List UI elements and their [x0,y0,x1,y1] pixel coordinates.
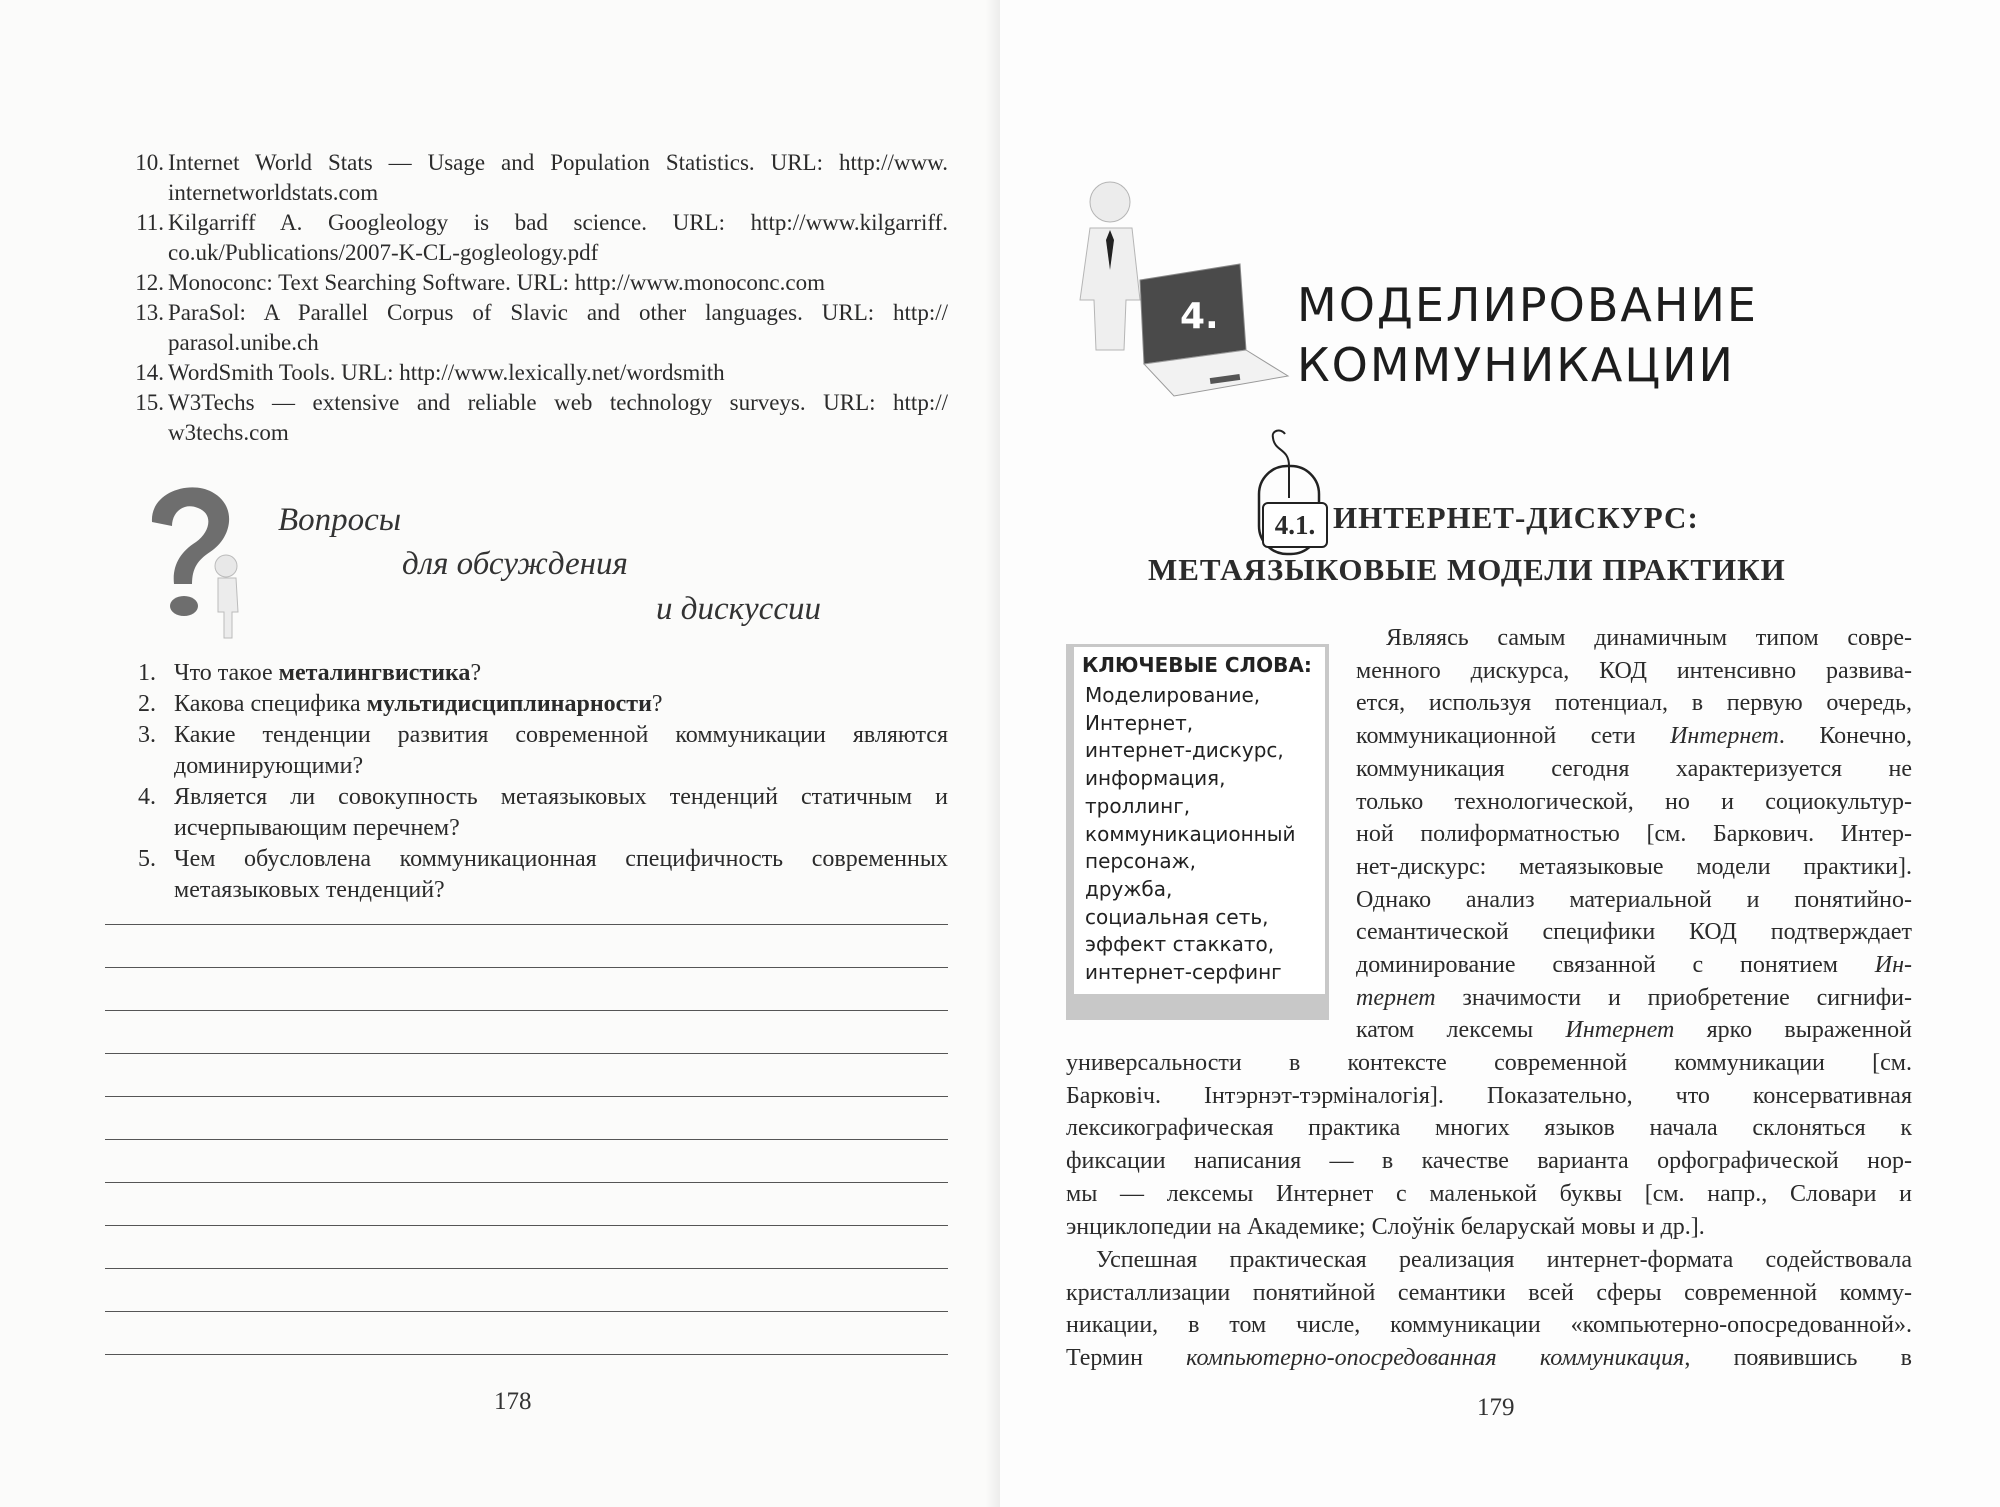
chapter-title-line1: МОДЕЛИРОВАНИЕ [1297,278,1758,332]
text-line: нет-дискурс: метаязыковые модели практики]. [1356,853,1912,880]
section-title-line1: ИНТЕРНЕТ-ДИСКУРС: [1333,500,1699,535]
question-text: Является ли совокупность метаязыковых тенденций статичным и исчерпывающим перечнем? [174,784,948,841]
reference-number: 15. [135,390,164,415]
text-line: энциклопедии на Академике; Слоўнік беларускай мовы и др.]. [1066,1213,1705,1240]
text-line: универсальности в контексте современной коммуникации [см. [1066,1050,1912,1076]
answer-line [105,1096,948,1097]
keyword: Интернет, [1085,710,1194,735]
text-line [1066,1342,1912,1375]
reference-number: 12. [135,270,164,295]
keyword: интернет-серфинг [1085,960,1282,985]
reference-item [128,208,948,268]
text-line [1356,1014,1912,1047]
text-line: никации, в том числе, коммуникации «компьютерно-опосредованной». [1066,1312,1912,1339]
keywords-list [1085,682,1330,987]
reference-item [128,268,948,298]
chapter-badge: 4. [1180,296,1219,337]
italic-term: Ин- [1874,952,1912,979]
italic-term: Интернет [1670,723,1779,750]
text-line [1356,982,1912,1015]
reference-text: WordSmith Tools. URL: http://www.lexically.net/wordsmith [168,360,725,385]
text-line: Являясь самым динамичным типом совре- [1386,625,1912,651]
paragraph-1-wrapped [1356,622,1912,1047]
section-number: 4.1. [1262,502,1328,548]
text-line: Однако анализ материальной и понятийно- [1356,886,1912,913]
question-term: мультидисциплинарности [366,691,652,717]
text-line: коммуникация сегодня характеризуется не [1356,755,1912,782]
keyword: троллинг, [1085,793,1191,818]
answer-line [105,1139,948,1140]
italic-term: Интернет [1565,1017,1675,1044]
question-mark-figure-icon [140,482,250,642]
keywords-panel [1074,647,1325,994]
answer-line [105,1311,948,1312]
page-number-left: 178 [494,1388,532,1415]
keyword: эффект стаккато, [1085,932,1275,957]
reference-list [128,148,948,448]
keyword: интернет-дискурс, [1085,738,1284,763]
paragraph-2 [1066,1244,1912,1375]
question-text: Какие тенденции развития современной коммуникации являются доминирующими? [174,722,948,779]
reference-text: Kilgarriff A. Googleology is bad science. URL: http://www.kilgarriff. co.uk/Publications/2007-K-CL-gogleology.pdf [168,210,948,265]
question-number: 2. [138,691,156,717]
question-term: металингвистика [278,660,471,686]
questions-heading-line3: и дискуссии [656,591,821,627]
text-run: ярко выраженной [1674,1017,1912,1044]
italic-term: тернет [1356,984,1436,1011]
reference-text: W3Techs — extensive and reliable web technology surveys. URL: http:// w3techs.com [168,390,948,445]
questions-heading-line1: Вопросы [278,502,402,538]
keyword: дружба, [1085,876,1173,901]
keyword: информация, [1085,766,1226,791]
reference-text: Monoconc: Text Searching Software. URL: http://www.monoconc.com [168,270,825,295]
reference-item [128,148,948,208]
keyword: социальная сеть, [1085,904,1269,929]
text-line: ется, используя потенциал, в первую очередь, [1356,690,1912,717]
text-line: семантической специфики КОД подтверждает [1356,919,1912,946]
question-item [138,720,948,782]
reference-number: 13. [135,300,164,325]
text-run: значимости и приобретение сигнифи- [1435,984,1912,1011]
reference-number: 10. [135,150,164,175]
keyword: коммуникационный [1085,821,1296,846]
page-number-right: 179 [1477,1394,1515,1421]
keyword: персонаж, [1085,849,1197,874]
answer-line [105,1354,948,1355]
reference-item [128,298,948,358]
text-run: , появившись в [1684,1345,1912,1372]
question-item [138,689,948,720]
keywords-box [1066,644,1329,1020]
keywords-heading: КЛЮЧЕВЫЕ СЛОВА: [1082,653,1312,677]
text-line: мы — лексемы Интернет с маленькой буквы [см. напр., Словари и [1066,1180,1912,1207]
answer-line [105,1182,948,1183]
questions-list [138,658,948,906]
text-line: только технологической, но и социокультур- [1356,788,1912,815]
text-run: Термин [1066,1345,1187,1372]
reference-number: 11. [136,210,164,235]
answer-line [105,1010,948,1011]
question-item [138,782,948,844]
reference-number: 14. [135,360,164,385]
text-line: лексикографическая практика многих языков начала склоняться к [1066,1115,1912,1142]
question-text: Что такое [174,660,279,686]
answer-line [105,1053,948,1054]
question-text: Какова специфика [174,691,367,717]
question-punct: ? [651,691,663,717]
text-line: менного дискурса, КОД интенсивно развива- [1356,657,1912,684]
questions-heading-line2: для обсуждения [402,546,628,582]
answer-line [105,1225,948,1226]
question-number: 4. [138,784,156,810]
text-line [1356,720,1912,753]
text-line: ной полиформатностью [см. Баркович. Интер- [1356,821,1912,848]
question-text: Чем обусловлена коммуникационная специфичность современных метаязыковых тенденций? [174,846,948,903]
reference-item [128,358,948,388]
text-line: фиксации написания — в качестве варианта орфографической нор- [1066,1148,1912,1175]
text-line: Барковіч. Інтэрнэт-тэрміналогія]. Показательно, что консервативная [1066,1082,1912,1109]
reference-text: Internet World Stats — Usage and Population Statistics. URL: http://www. internetworldstats.com [168,150,948,205]
reference-text: ParaSol: A Parallel Corpus of Slavic and other languages. URL: http:// parasol.unibe.ch [168,300,948,355]
question-number: 3. [138,722,156,748]
text-line: Успешная практическая реализация интернет-формата содействовала [1096,1247,1912,1273]
text-line [1356,949,1912,982]
italic-term: компьютерно-опосредованная коммуникация [1186,1345,1685,1372]
question-item [138,844,948,906]
paragraph-1-full [1066,1047,1912,1243]
text-run: доминирование связанной с понятием [1356,952,1875,979]
question-item [138,658,948,689]
answer-line [105,1268,948,1269]
text-line: кристаллизации понятийной семантики всей сферы современной комму- [1066,1279,1912,1306]
question-number: 5. [138,846,156,872]
keyword: Моделирование, [1085,683,1261,707]
question-punct: ? [470,660,482,686]
answer-line [105,967,948,968]
reference-item [128,388,948,448]
text-run: коммуникационной сети [1356,723,1671,750]
chapter-title [1297,275,1857,395]
text-run: катом лексемы [1356,1017,1566,1044]
chapter-title-line2: КОММУНИКАЦИИ [1297,338,1735,392]
question-number: 1. [138,660,156,686]
answer-line [105,924,948,925]
text-run: . Конечно, [1778,723,1912,750]
section-title-line2: МЕТАЯЗЫКОВЫЕ МОДЕЛИ ПРАКТИКИ [1148,552,1786,587]
man-with-laptop-figure-icon [1070,180,1290,420]
